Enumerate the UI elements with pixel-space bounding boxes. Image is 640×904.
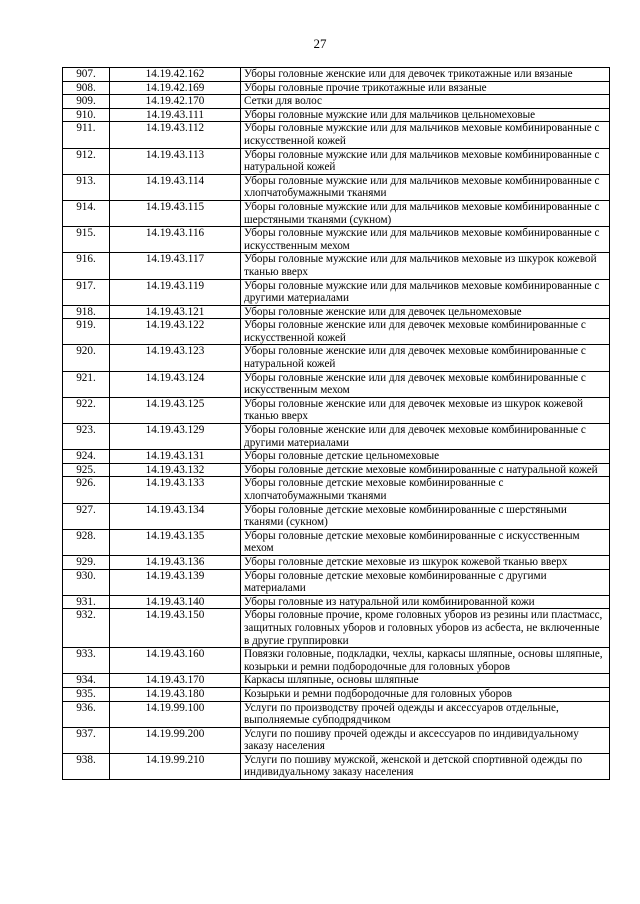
table-row (63, 595, 610, 609)
description-cell: Уборы головные прочие, кроме головных уборов из резины или пластмасс, защитных головных уборов и головных уборов из асбеста, не включенные в другие группировки (241, 609, 610, 648)
row-number-cell: 924. (63, 450, 110, 464)
row-number-cell: 935. (63, 687, 110, 701)
description-cell: Уборы головные женские или для девочек меховые из шкурок кожевой тканью вверх (241, 397, 610, 423)
code-cell: 14.19.43.125 (110, 397, 241, 423)
table-row (63, 68, 610, 82)
table-row (63, 174, 610, 200)
description-cell: Каркасы шляпные, основы шляпные (241, 674, 610, 688)
row-number-cell: 908. (63, 81, 110, 95)
description-cell: Уборы головные мужские или для мальчиков меховые комбинированные с искусственной кожей (241, 122, 610, 148)
row-number-cell: 930. (63, 569, 110, 595)
description-cell: Уборы головные мужские или для мальчиков меховые комбинированные с другими материалами (241, 279, 610, 305)
description-cell: Сетки для волос (241, 95, 610, 109)
row-number-cell: 927. (63, 503, 110, 529)
table-row (63, 148, 610, 174)
code-cell: 14.19.42.170 (110, 95, 241, 109)
code-cell: 14.19.43.123 (110, 345, 241, 371)
description-cell: Уборы головные женские или для девочек меховые комбинированные с искусственным мехом (241, 371, 610, 397)
code-cell: 14.19.43.121 (110, 305, 241, 319)
table-row (63, 95, 610, 109)
description-cell: Уборы головные мужские или для мальчиков цельномеховые (241, 108, 610, 122)
row-number-cell: 922. (63, 397, 110, 423)
code-cell: 14.19.43.135 (110, 529, 241, 555)
description-cell: Уборы головные детские меховые комбинированные с хлопчатобумажными тканями (241, 477, 610, 503)
row-number-cell: 907. (63, 68, 110, 82)
code-cell: 14.19.43.111 (110, 108, 241, 122)
page-number: 27 (313, 36, 327, 51)
table-row (63, 503, 610, 529)
table-row (63, 569, 610, 595)
code-cell: 14.19.43.116 (110, 227, 241, 253)
row-number-cell: 919. (63, 319, 110, 345)
code-cell: 14.19.43.136 (110, 555, 241, 569)
description-cell: Повязки головные, подкладки, чехлы, каркасы шляпные, основы шляпные, козырьки и ремни подбородочные для головных уборов (241, 648, 610, 674)
row-number-cell: 911. (63, 122, 110, 148)
code-cell: 14.19.43.133 (110, 477, 241, 503)
description-cell: Уборы головные мужские или для мальчиков меховые из шкурок кожевой тканью вверх (241, 253, 610, 279)
code-cell: 14.19.43.122 (110, 319, 241, 345)
okpd-codes-table (62, 67, 610, 780)
row-number-cell: 929. (63, 555, 110, 569)
code-cell: 14.19.43.170 (110, 674, 241, 688)
description-cell: Уборы головные прочие трикотажные или вязаные (241, 81, 610, 95)
code-cell: 14.19.99.100 (110, 701, 241, 727)
code-cell: 14.19.43.132 (110, 463, 241, 477)
table-row (63, 687, 610, 701)
description-cell: Уборы головные из натуральной или комбинированной кожи (241, 595, 610, 609)
row-number-cell: 923. (63, 424, 110, 450)
row-number-cell: 925. (63, 463, 110, 477)
table-row (63, 555, 610, 569)
table-row (63, 701, 610, 727)
table-row (63, 477, 610, 503)
row-number-cell: 918. (63, 305, 110, 319)
table-row (63, 305, 610, 319)
code-cell: 14.19.43.134 (110, 503, 241, 529)
description-cell: Уборы головные детские меховые из шкурок кожевой тканью вверх (241, 555, 610, 569)
code-cell: 14.19.43.139 (110, 569, 241, 595)
row-number-cell: 913. (63, 174, 110, 200)
code-cell: 14.19.43.114 (110, 174, 241, 200)
code-cell: 14.19.99.210 (110, 753, 241, 779)
description-cell: Услуги по пошиву прочей одежды и аксессуаров по индивидуальному заказу населения (241, 727, 610, 753)
description-cell: Уборы головные детские цельномеховые (241, 450, 610, 464)
table-row (63, 253, 610, 279)
description-cell: Уборы головные детские меховые комбинированные с натуральной кожей (241, 463, 610, 477)
row-number-cell: 936. (63, 701, 110, 727)
row-number-cell: 910. (63, 108, 110, 122)
description-cell: Уборы головные женские или для девочек меховые комбинированные с натуральной кожей (241, 345, 610, 371)
code-cell: 14.19.43.115 (110, 200, 241, 226)
table-row (63, 200, 610, 226)
description-cell: Уборы головные мужские или для мальчиков меховые комбинированные с натуральной кожей (241, 148, 610, 174)
code-cell: 14.19.43.131 (110, 450, 241, 464)
row-number-cell: 928. (63, 529, 110, 555)
row-number-cell: 915. (63, 227, 110, 253)
table-row (63, 319, 610, 345)
row-number-cell: 938. (63, 753, 110, 779)
table-body (63, 68, 610, 780)
description-cell: Уборы головные мужские или для мальчиков меховые комбинированные с искусственным мехом (241, 227, 610, 253)
table-row (63, 397, 610, 423)
description-cell: Уборы головные женские или для девочек меховые комбинированные с искусственной кожей (241, 319, 610, 345)
description-cell: Уборы головные женские или для девочек цельномеховые (241, 305, 610, 319)
row-number-cell: 934. (63, 674, 110, 688)
table-row (63, 727, 610, 753)
table-row (63, 227, 610, 253)
row-number-cell: 933. (63, 648, 110, 674)
table-row (63, 529, 610, 555)
table-row (63, 674, 610, 688)
description-cell: Услуги по пошиву мужской, женской и детской спортивной одежды по индивидуальному заказу населения (241, 753, 610, 779)
code-cell: 14.19.43.124 (110, 371, 241, 397)
row-number-cell: 921. (63, 371, 110, 397)
table-row (63, 108, 610, 122)
row-number-cell: 917. (63, 279, 110, 305)
table-row (63, 81, 610, 95)
code-cell: 14.19.43.113 (110, 148, 241, 174)
code-cell: 14.19.43.180 (110, 687, 241, 701)
description-cell: Уборы головные детские меховые комбинированные с другими материалами (241, 569, 610, 595)
description-cell: Уборы головные мужские или для мальчиков меховые комбинированные с хлопчатобумажными тканями (241, 174, 610, 200)
row-number-cell: 909. (63, 95, 110, 109)
description-cell: Уборы головные детские меховые комбинированные с шерстяными тканями (сукном) (241, 503, 610, 529)
code-cell: 14.19.42.162 (110, 68, 241, 82)
row-number-cell: 932. (63, 609, 110, 648)
table-row (63, 450, 610, 464)
row-number-cell: 920. (63, 345, 110, 371)
row-number-cell: 912. (63, 148, 110, 174)
description-cell: Уборы головные детские меховые комбинированные с искусственным мехом (241, 529, 610, 555)
description-cell: Уборы головные мужские или для мальчиков меховые комбинированные с шерстяными тканями (сукном) (241, 200, 610, 226)
code-cell: 14.19.43.112 (110, 122, 241, 148)
code-cell: 14.19.43.150 (110, 609, 241, 648)
description-cell: Уборы головные женские или для девочек трикотажные или вязаные (241, 68, 610, 82)
table-row (63, 753, 610, 779)
description-cell: Услуги по производству прочей одежды и аксессуаров отдельные, выполняемые субподрядчиком (241, 701, 610, 727)
code-cell: 14.19.43.140 (110, 595, 241, 609)
table-row (63, 609, 610, 648)
description-cell: Козырьки и ремни подбородочные для головных уборов (241, 687, 610, 701)
table-row (63, 424, 610, 450)
code-cell: 14.19.43.119 (110, 279, 241, 305)
row-number-cell: 914. (63, 200, 110, 226)
table-row (63, 122, 610, 148)
table-row (63, 371, 610, 397)
row-number-cell: 931. (63, 595, 110, 609)
row-number-cell: 926. (63, 477, 110, 503)
row-number-cell: 937. (63, 727, 110, 753)
table-row (63, 648, 610, 674)
code-cell: 14.19.99.200 (110, 727, 241, 753)
row-number-cell: 916. (63, 253, 110, 279)
table-row (63, 345, 610, 371)
code-cell: 14.19.43.117 (110, 253, 241, 279)
code-cell: 14.19.43.129 (110, 424, 241, 450)
code-cell: 14.19.42.169 (110, 81, 241, 95)
table-row (63, 463, 610, 477)
table-row (63, 279, 610, 305)
description-cell: Уборы головные женские или для девочек меховые комбинированные с другими материалами (241, 424, 610, 450)
code-cell: 14.19.43.160 (110, 648, 241, 674)
